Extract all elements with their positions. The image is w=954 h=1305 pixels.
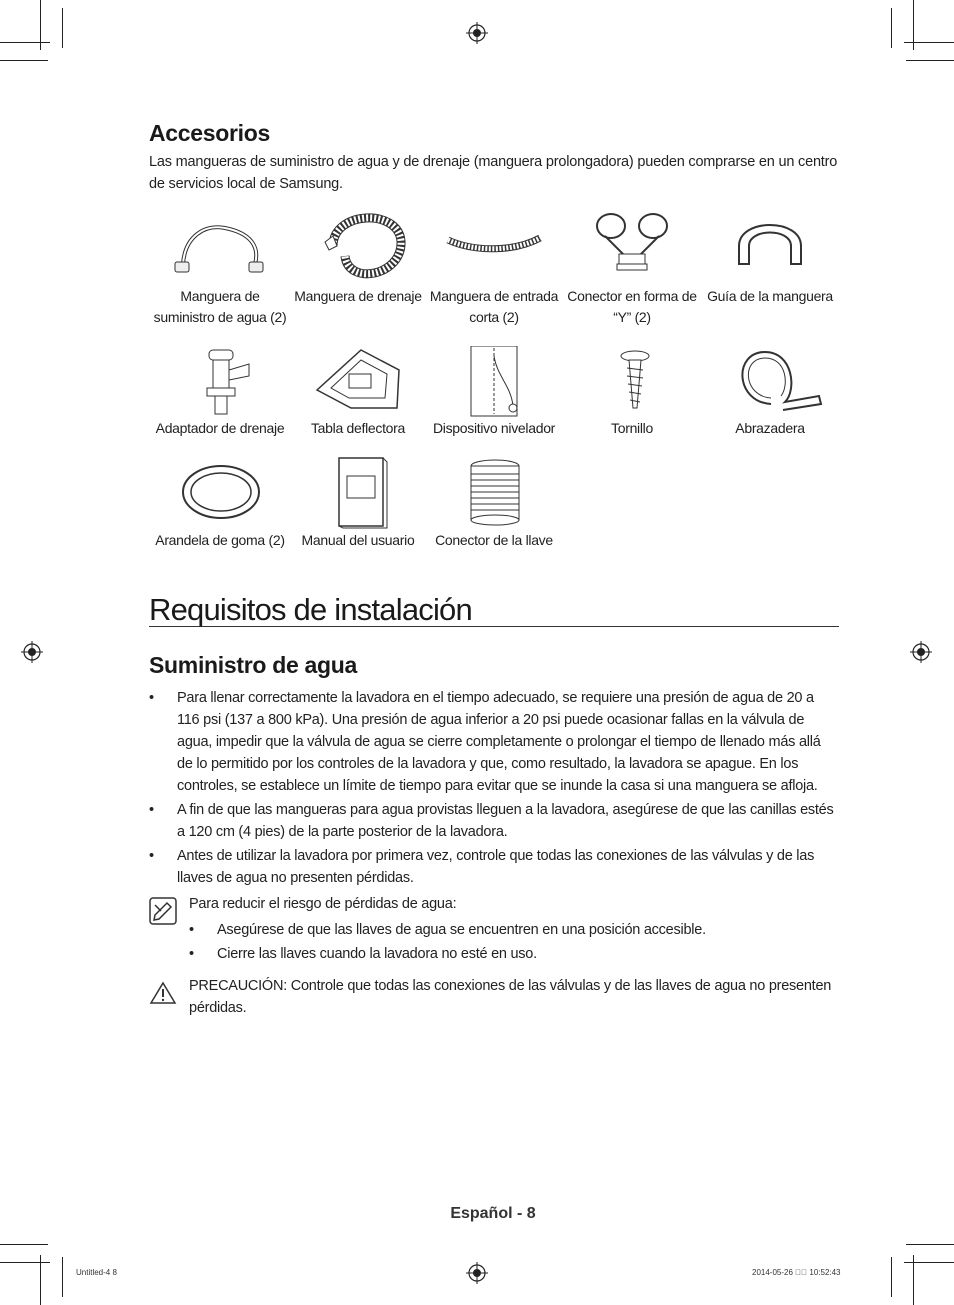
accessory-item: [701, 346, 839, 439]
screw-icon: [577, 346, 687, 418]
accessory-label: Conector en forma de “Y” (2): [567, 288, 697, 325]
registration-mark-icon: [466, 1262, 488, 1284]
accessory-item: [289, 456, 427, 551]
accessory-label: Manual del usuario: [301, 532, 415, 548]
crop-mark: [62, 8, 63, 48]
section-title: Accesorios: [149, 120, 271, 146]
accessory-item: [289, 206, 427, 307]
crop-mark: [40, 0, 41, 50]
accessory-item: [425, 206, 563, 328]
crop-mark: [0, 42, 50, 43]
crop-mark: [906, 1244, 954, 1245]
list-item: [149, 687, 839, 797]
registration-mark-icon: [21, 641, 43, 663]
list-item-text: Para llenar correctamente la lavadora en el tiempo adecuado, se requiere una presión de agua de 20 a 116 psi (137 a 800 kPa). Una presión de agua inferior a 20 psi puede ocasionar fallas en la válvula de agua, impedir que la válvula de agua se cierre completamente o prolongar el tiempo de llenado más allá de lo permitido por los controles de la lavadora y que, como resultado, la lavadora se apague. En los controles, se establece un límite de tiempo para evitar que se inunde la casa si una manguera se afloja.: [177, 690, 821, 794]
accessory-label: Arandela de goma (2): [155, 532, 285, 548]
crop-mark: [0, 60, 48, 61]
drain-adapter-icon: [165, 346, 275, 418]
bullet-list: [149, 687, 839, 889]
water-supply-hose-icon: [165, 206, 275, 286]
tap-connector-icon: [439, 456, 549, 530]
crop-mark: [904, 42, 954, 43]
crop-mark: [904, 1262, 954, 1263]
registration-mark-icon: [466, 22, 488, 44]
accessory-item: [151, 346, 289, 439]
section-subtitle: Suministro de agua: [149, 652, 358, 678]
accessory-label: Tabla deflectora: [310, 420, 406, 436]
accessory-item: [563, 346, 701, 439]
accessory-label: Adaptador de drenaje: [155, 420, 285, 436]
heading-rule: [149, 593, 839, 627]
crop-mark: [891, 1257, 892, 1297]
drain-hose-icon: [303, 206, 413, 286]
accessories-section: [149, 120, 839, 195]
caution-text: [189, 975, 839, 1019]
accessory-label: Manguera de suministro de agua (2): [153, 288, 287, 325]
accessory-item: [425, 456, 563, 551]
note-box: [149, 893, 839, 967]
accessory-label: Conector de la llave: [435, 532, 553, 548]
caution-box: [149, 975, 839, 1019]
short-inlet-hose-icon: [434, 206, 554, 286]
accessory-item: [563, 206, 701, 328]
accessory-item: [151, 456, 289, 551]
print-slug-left: Untitled-4 8: [76, 1268, 117, 1277]
print-slug-right: 2014-05-26 ￿￿ 10:52:43: [752, 1268, 841, 1277]
bullet-dot: •: [189, 922, 194, 938]
bullet-dot: •: [189, 946, 194, 962]
crop-mark: [0, 1262, 50, 1263]
list-item: [149, 845, 839, 889]
y-connector-icon: [577, 206, 687, 286]
leveling-device-icon: [439, 346, 549, 418]
list-item-text: Cierre las llaves cuando la lavadora no esté en uso.: [217, 946, 537, 962]
crop-mark: [40, 1255, 41, 1305]
accessory-item: [701, 206, 839, 307]
caution-body: : Controle que todas las conexiones de las válvulas y de las llaves de agua no presenten pérdidas.: [189, 978, 832, 1016]
page-number: Español - 8: [450, 1205, 536, 1222]
bullet-dot: •: [149, 848, 154, 864]
bullet-dot: •: [149, 690, 154, 706]
list-item: [189, 943, 839, 965]
intro-paragraph: Las mangueras de suministro de agua y de drenaje (manguera prolongadora) pueden comprarse en un centro de servicios local de Samsung.: [149, 154, 838, 192]
accessory-label: Tornillo: [611, 420, 653, 436]
crop-mark: [913, 1255, 914, 1305]
hose-guide-icon: [715, 206, 825, 286]
deflector-board-icon: [303, 346, 413, 418]
accessory-label: Guía de la manguera: [707, 288, 833, 304]
accessory-item: [151, 206, 289, 328]
user-manual-icon: [303, 456, 413, 530]
accessory-item: [425, 346, 563, 439]
crop-mark: [62, 1257, 63, 1297]
list-item: [149, 799, 839, 843]
crop-mark: [913, 0, 914, 50]
crop-mark: [906, 60, 954, 61]
accessory-label: Abrazadera: [735, 420, 805, 436]
note-text: Para reducir el riesgo de pérdidas de agua:: [189, 896, 457, 912]
water-supply-section: [149, 652, 839, 891]
list-item-text: Antes de utilizar la lavadora por primera vez, controle que todas las conexiones de las válvulas y de las llaves de agua no presenten pérdidas.: [177, 848, 815, 886]
registration-mark-icon: [910, 641, 932, 663]
list-item: [189, 919, 839, 941]
list-item-text: A fin de que las mangueras para agua provistas lleguen a la lavadora, asegúrese de que las canillas estés a 120 cm (4 pies) de la parte posterior de la lavadora.: [177, 802, 834, 840]
note-list: [189, 919, 839, 965]
crop-mark: [0, 1244, 48, 1245]
note-pencil-icon: [149, 897, 177, 925]
accessory-item: [289, 346, 427, 439]
clamp-icon: [715, 346, 825, 418]
crop-mark: [891, 8, 892, 48]
accessory-label: Manguera de entrada corta (2): [429, 288, 559, 325]
bullet-dot: •: [149, 802, 154, 818]
caution-label: PRECAUCIÓN: [189, 978, 284, 994]
accessory-label: Dispositivo nivelador: [432, 420, 556, 436]
list-item-text: Asegúrese de que las llaves de agua se encuentren en una posición accesible.: [217, 922, 706, 938]
warning-triangle-icon: [149, 981, 177, 1005]
page-title: Requisitos de instalación: [149, 592, 472, 627]
rubber-washer-icon: [165, 456, 275, 530]
accessory-label: Manguera de drenaje: [294, 288, 422, 304]
